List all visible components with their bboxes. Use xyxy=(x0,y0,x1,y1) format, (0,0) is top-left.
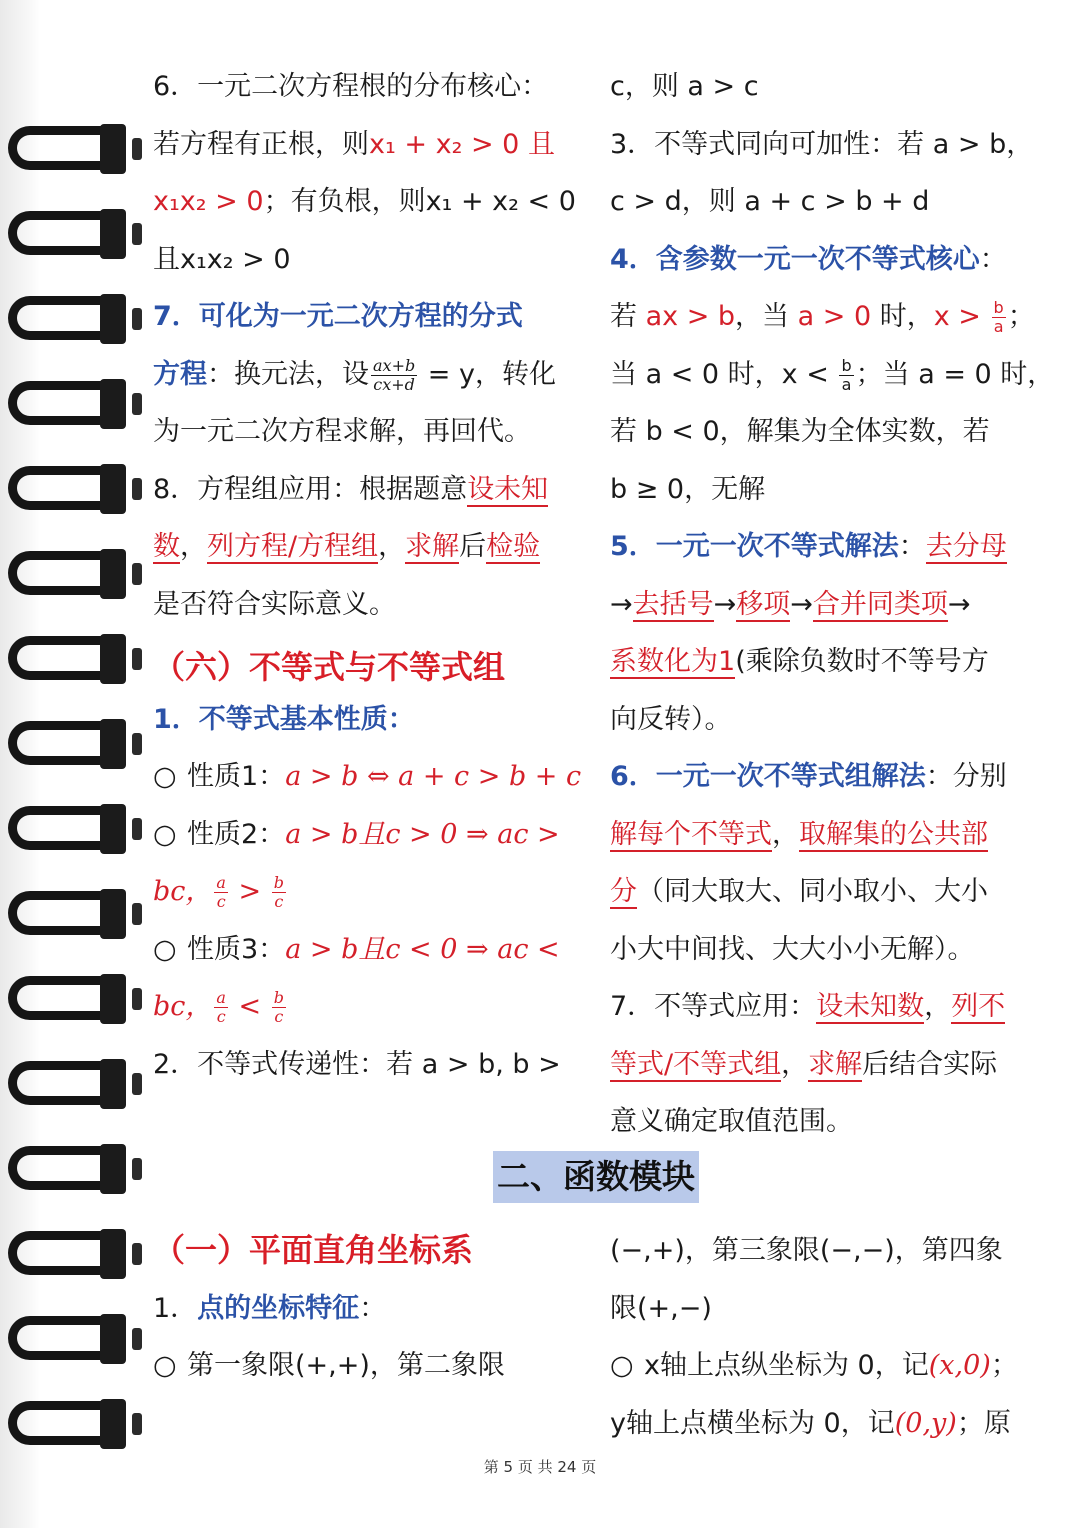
text-span: 性质3： xyxy=(187,933,286,965)
binding-ring xyxy=(8,970,128,1028)
punch-hole xyxy=(132,988,142,1010)
binding-ring xyxy=(8,375,128,433)
fraction-numerator: a xyxy=(216,873,226,892)
underlined-keyword: 求解 xyxy=(808,1048,863,1080)
math-span: bc， xyxy=(153,876,213,907)
ring-bar xyxy=(100,1399,126,1449)
text-line xyxy=(153,173,583,231)
bottom-right-column xyxy=(610,1222,1035,1452)
right-column xyxy=(610,58,1055,1151)
punch-hole xyxy=(132,1158,142,1180)
binding-ring xyxy=(8,885,128,943)
text-line xyxy=(153,518,583,576)
text-line xyxy=(153,116,583,174)
text-span: 性质1： xyxy=(187,761,286,792)
underlined-keyword: 移项 xyxy=(736,588,791,620)
text-line xyxy=(610,288,1035,346)
text-span: x轴上点纵坐标为 0，记 xyxy=(644,1350,929,1381)
text-line xyxy=(610,1395,1035,1453)
fraction xyxy=(272,989,286,1026)
math-span: a > 0 xyxy=(797,301,872,332)
text-line: 若 b < 0，解集为全体实数，若 xyxy=(610,416,990,447)
text-span: ，当 xyxy=(735,301,798,332)
fraction-numerator: b xyxy=(273,873,284,892)
underlined-keyword: 列不 xyxy=(951,991,1006,1022)
subheading: 6．一元一次不等式组解法 xyxy=(610,761,926,792)
bullet-item xyxy=(153,921,583,979)
punch-hole xyxy=(132,308,142,330)
binding-ring xyxy=(8,545,128,603)
text-span: 1． xyxy=(153,1292,198,1324)
ring-bar xyxy=(100,209,126,259)
text-span: 当 a < 0 时，x < xyxy=(610,358,838,390)
fraction xyxy=(214,989,228,1026)
bullet-item xyxy=(153,806,583,864)
binding-ring xyxy=(8,800,128,858)
ring-bar xyxy=(100,719,126,769)
text-line: b ≥ 0，无解 xyxy=(610,473,766,505)
punch-hole xyxy=(132,1413,142,1435)
subheading: 1．不等式基本性质： xyxy=(153,703,415,735)
text-span: (乘除负数时不等号方 xyxy=(735,646,989,677)
text-line xyxy=(610,518,1035,576)
fraction xyxy=(371,357,417,394)
text-line: 3．不等式同向可加性：若 a > b， xyxy=(610,128,1034,160)
text-line xyxy=(610,576,1035,634)
punch-hole xyxy=(132,733,142,755)
math-span: a > b且c > 0 ⇒ ac > xyxy=(285,818,560,850)
text-line xyxy=(153,461,583,519)
text-span: ， xyxy=(924,991,952,1022)
text-span: ：换元法，设 xyxy=(207,358,369,390)
text-span: 时， xyxy=(871,301,934,332)
text-span: 后结合实际 xyxy=(862,1048,998,1080)
math-span: (0,y) xyxy=(894,1407,957,1439)
ring-bar xyxy=(100,124,126,174)
fraction-denominator: c xyxy=(216,892,226,911)
math-span: > xyxy=(229,876,270,907)
text-line xyxy=(610,1036,1035,1094)
section-heading: （六）不等式与不等式组 xyxy=(153,648,506,686)
fraction-denominator: a xyxy=(993,317,1004,336)
text-line xyxy=(153,1280,583,1338)
fraction-numerator: a xyxy=(216,988,226,1007)
fraction-numerator: b xyxy=(993,298,1004,317)
text-span: 8．方程组应用：根据题意 xyxy=(153,473,468,505)
fraction-denominator: a xyxy=(841,374,852,394)
underlined-keyword: 数 xyxy=(153,531,180,562)
fraction-denominator: c xyxy=(216,1007,226,1026)
fraction-denominator: c xyxy=(274,892,284,911)
text-line: 是否符合实际意义。 xyxy=(153,588,396,620)
ring-bar xyxy=(100,379,126,429)
page-footer: 第 5 页 共 24 页 xyxy=(483,1458,597,1476)
underlined-keyword: 等式/不等式组 xyxy=(610,1048,782,1080)
math-span: x > xyxy=(933,301,990,332)
fraction-numerator: b xyxy=(841,355,852,375)
text-line xyxy=(153,978,583,1036)
math-span: x₁ + x₂ > 0 且 xyxy=(369,128,555,160)
text-span: ： xyxy=(898,531,926,562)
text-span: ；当 a = 0 时， xyxy=(855,358,1055,390)
text-span: = y，转化 xyxy=(419,358,556,390)
bullet-icon: ○ xyxy=(153,1350,177,1381)
text-line: 为一元二次方程求解，再回代。 xyxy=(153,416,531,447)
fraction xyxy=(214,874,228,911)
text-span: 性质2： xyxy=(187,818,286,850)
spiral-binding xyxy=(0,0,140,1528)
text-line: 2．不等式传递性：若 a > b, b > xyxy=(153,1048,561,1080)
binding-ring xyxy=(8,1055,128,1113)
left-column xyxy=(153,58,583,1093)
punch-hole xyxy=(132,1328,142,1350)
bullet-item xyxy=(610,1337,1035,1395)
ring-bar xyxy=(100,1059,126,1109)
ring-bar xyxy=(100,974,126,1024)
binding-ring xyxy=(8,1395,128,1453)
fraction xyxy=(839,357,853,394)
text-line xyxy=(610,633,1035,691)
arrow: → xyxy=(713,588,737,620)
punch-hole xyxy=(132,138,142,160)
underlined-keyword: 取解集的公共部 xyxy=(799,818,988,850)
binding-ring xyxy=(8,205,128,263)
punch-hole xyxy=(132,818,142,840)
bullet-item xyxy=(153,1337,583,1395)
binding-ring xyxy=(8,1140,128,1198)
text-line xyxy=(610,346,1055,404)
arrow: → xyxy=(947,588,971,620)
bullet-icon: ○ xyxy=(153,761,177,792)
math-span: a > b ⇔ a + c > b + c xyxy=(285,761,582,792)
text-line xyxy=(153,863,583,921)
binding-ring xyxy=(8,630,128,688)
text-line xyxy=(610,978,1035,1036)
punch-hole xyxy=(132,1073,142,1095)
text-span: ； xyxy=(990,1350,1018,1381)
text-span: （同大取大、同小取小、大小 xyxy=(637,876,988,907)
text-span: ， xyxy=(378,531,406,562)
underlined-keyword: 去分母 xyxy=(925,531,1007,562)
text-span: 若 xyxy=(610,301,646,332)
text-span: 7．不等式应用： xyxy=(610,991,817,1022)
arrow: → xyxy=(610,588,633,620)
binding-ring xyxy=(8,460,128,518)
ring-bar xyxy=(100,294,126,344)
text-span: ， xyxy=(180,531,207,562)
bullet-icon: ○ xyxy=(153,818,177,850)
text-span: ：分别 xyxy=(925,761,1007,792)
text-span: ； xyxy=(1007,301,1035,332)
punch-hole xyxy=(132,393,142,415)
arrow: → xyxy=(790,588,813,620)
underlined-keyword: 系数化为1 xyxy=(610,646,736,677)
fraction-numerator: ax+b xyxy=(373,355,416,375)
section-heading: （一）平面直角坐标系 xyxy=(153,1231,474,1269)
text-line: (−,+)，第三象限(−,−)，第四象 xyxy=(610,1235,1003,1266)
bullet-icon: ○ xyxy=(610,1350,634,1381)
subheading-tail: 方程 xyxy=(153,358,207,390)
ring-bar xyxy=(100,1229,126,1279)
text-line: 限(+,−) xyxy=(610,1292,712,1324)
fraction xyxy=(992,299,1006,336)
subheading: 7．可化为一元二次方程的分式 xyxy=(153,301,523,332)
math-span: (x,0) xyxy=(928,1350,991,1381)
subheading: 4．含参数一元一次不等式核心 xyxy=(610,243,980,275)
ring-bar xyxy=(100,464,126,514)
text-line: c > d，则 a + c > b + d xyxy=(610,186,930,217)
punch-hole xyxy=(132,648,142,670)
bottom-left-column xyxy=(153,1222,583,1395)
binding-ring xyxy=(8,1310,128,1368)
punch-hole xyxy=(132,1243,142,1265)
math-span: bc， xyxy=(153,991,213,1022)
underlined-keyword: 检验 xyxy=(486,531,541,562)
ring-bar xyxy=(100,804,126,854)
subheading: 点的坐标特征 xyxy=(197,1292,360,1324)
bullet-icon: ○ xyxy=(153,933,177,965)
text-span: ， xyxy=(772,818,799,850)
math-span: < xyxy=(229,991,270,1022)
underlined-keyword: 分 xyxy=(610,876,637,907)
punch-hole xyxy=(132,478,142,500)
ring-bar xyxy=(100,889,126,939)
math-span: ax > b xyxy=(645,301,736,332)
underlined-keyword: 列方程/方程组 xyxy=(207,531,379,562)
module-title: 二、函数模块 xyxy=(493,1151,699,1203)
text-span: ；有负根，则x₁ + x₂ < 0 xyxy=(263,186,576,217)
underlined-keyword: 设未知 xyxy=(467,473,549,505)
text-span: 第一象限(+,+)，第二象限 xyxy=(187,1350,505,1381)
text-span: ： xyxy=(979,243,1007,275)
ring-bar xyxy=(100,1314,126,1364)
underlined-keyword: 解每个不等式 xyxy=(610,818,772,850)
text-line xyxy=(610,806,1035,864)
text-span: 后 xyxy=(459,531,487,562)
text-line: c，则 a > c xyxy=(610,71,759,102)
text-line xyxy=(153,346,583,404)
fraction-numerator: b xyxy=(273,988,284,1007)
text-line xyxy=(610,863,1035,921)
bullet-item xyxy=(153,748,583,806)
text-span: 若方程有正根，则 xyxy=(153,128,369,160)
text-line xyxy=(610,231,1035,289)
ring-bar xyxy=(100,549,126,599)
fraction-denominator: c xyxy=(274,1007,284,1026)
text-line: 意义确定取值范围。 xyxy=(610,1106,853,1137)
underlined-keyword: 去括号 xyxy=(632,588,714,620)
text-line xyxy=(610,748,1035,806)
binding-ring xyxy=(8,1225,128,1283)
ring-bar xyxy=(100,634,126,684)
ring-bar xyxy=(100,1144,126,1194)
math-span: x₁x₂ > 0 xyxy=(153,186,264,217)
fraction xyxy=(272,874,286,911)
text-line: 且x₁x₂ > 0 xyxy=(153,243,291,275)
text-span: ；原 xyxy=(956,1407,1011,1439)
punch-hole xyxy=(132,223,142,245)
underlined-keyword: 设未知数 xyxy=(816,991,925,1022)
text-span: ， xyxy=(781,1048,809,1080)
text-line: 6．一元二次方程根的分布核心： xyxy=(153,71,549,102)
subheading: 5．一元一次不等式解法 xyxy=(610,531,899,562)
text-line: 向反转）。 xyxy=(610,703,732,735)
binding-ring xyxy=(8,715,128,773)
punch-hole xyxy=(132,563,142,585)
binding-ring xyxy=(8,120,128,178)
text-span: ： xyxy=(359,1292,387,1324)
underlined-keyword: 合并同类项 xyxy=(812,588,948,620)
punch-hole xyxy=(132,903,142,925)
binding-ring xyxy=(8,290,128,348)
text-line: 小大中间找、大大小小无解）。 xyxy=(610,933,975,965)
text-span: y轴上点横坐标为 0，记 xyxy=(610,1407,895,1439)
math-span: a > b且c < 0 ⇒ ac < xyxy=(285,933,560,965)
fraction-denominator: cx+d xyxy=(373,374,415,394)
underlined-keyword: 求解 xyxy=(405,531,460,562)
